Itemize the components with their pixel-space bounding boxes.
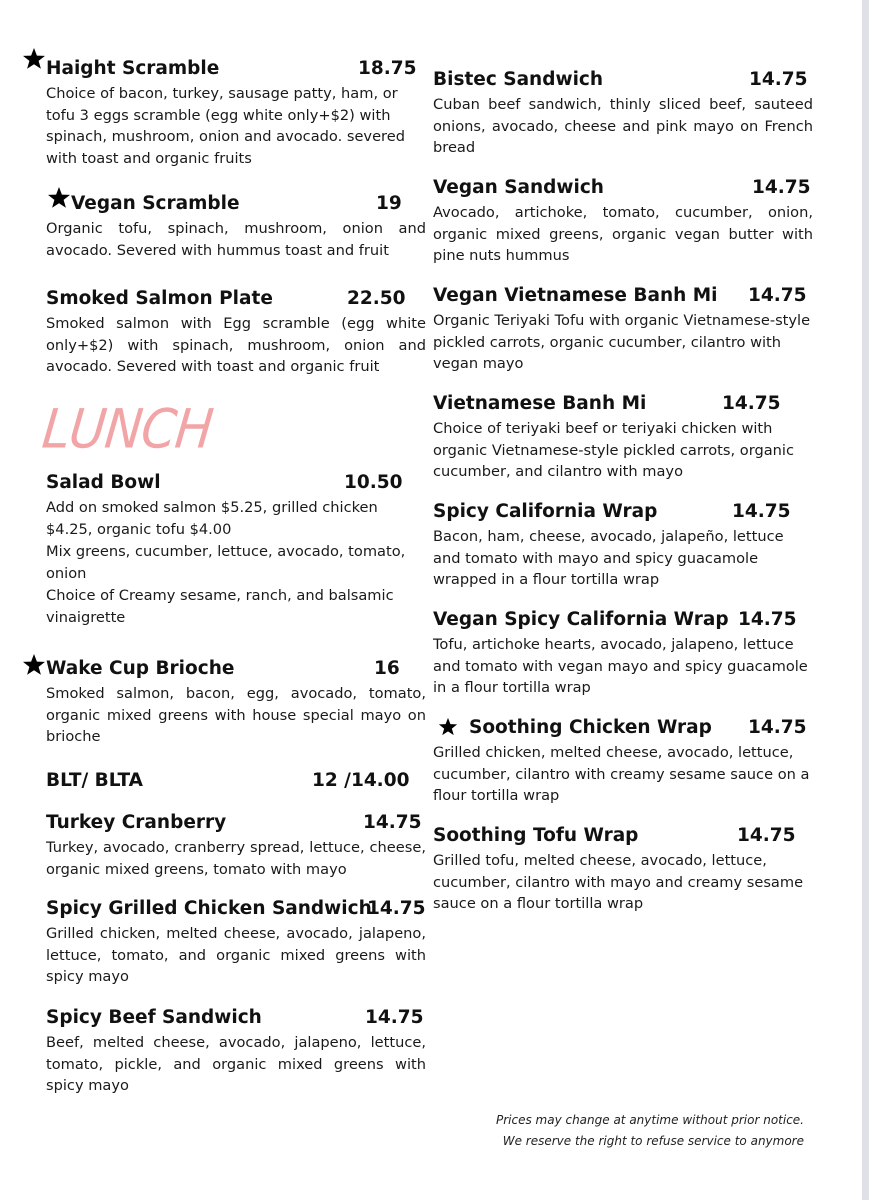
item-name: Spicy Grilled Chicken Sandwich bbox=[46, 898, 372, 919]
item-description: Choice of Creamy sesame, ranch, and balsamic vinaigrette bbox=[46, 587, 394, 626]
item-description: Bacon, ham, cheese, avocado, jalapeño, lettuce and tomato with mayo and spicy guacamole wrapped in a flour tortilla wrap bbox=[433, 528, 784, 588]
menu-item-vegan-spicy-california-wrap bbox=[433, 609, 813, 699]
menu-item-soothing-tofu-wrap bbox=[433, 825, 813, 915]
item-price: 14.75 bbox=[367, 898, 426, 919]
item-description: Choice of bacon, turkey, sausage patty, ham, or tofu 3 eggs scramble (egg white only+$2) with spinach, mushroom, onion and avocado. severed with toast and organic fruits bbox=[46, 85, 405, 167]
item-price: 14.75 bbox=[748, 717, 807, 738]
item-name: BLT/ BLTA bbox=[46, 770, 143, 791]
menu-item-spicy-california-wrap bbox=[433, 501, 813, 591]
notice-line-service: We reserve the right to refuse service to anymore bbox=[502, 1134, 804, 1148]
menu-item-wake-cup-brioche bbox=[46, 658, 426, 748]
item-price: 18.75 bbox=[358, 58, 417, 79]
item-name: Vegan Scramble bbox=[71, 193, 240, 214]
menu-item-bistec-sandwich bbox=[433, 69, 813, 159]
item-description: Beef, melted cheese, avocado, jalapeno, lettuce, tomato, pickle, and organic mixed greens with spicy mayo bbox=[46, 1034, 426, 1094]
menu-item-salad-bowl bbox=[46, 472, 426, 628]
item-price: 10.50 bbox=[344, 472, 403, 493]
item-description: Smoked salmon with Egg scramble (egg white only+$2) with spinach, mushroom, onion and avocado. Severed with toast and organic fruit bbox=[46, 315, 426, 375]
menu-item-smoked-salmon-plate bbox=[46, 288, 426, 378]
menu-item-vietnamese-banh-mi bbox=[433, 393, 813, 483]
item-price: 14.75 bbox=[738, 609, 797, 630]
menu-item-vegan-vietnamese-banh-mi bbox=[433, 285, 813, 375]
item-description: Mix greens, cucumber, lettuce, avocado, tomato, onion bbox=[46, 543, 406, 582]
item-name: Vietnamese Banh Mi bbox=[433, 393, 647, 414]
item-price: 14.75 bbox=[737, 825, 796, 846]
menu-item-blt bbox=[46, 770, 426, 794]
item-name: Soothing Chicken Wrap bbox=[469, 717, 712, 738]
item-price: 14.75 bbox=[365, 1007, 424, 1028]
item-price: 12 /14.00 bbox=[312, 770, 410, 791]
item-name: Vegan Spicy California Wrap bbox=[433, 609, 729, 630]
item-price: 19 bbox=[376, 193, 402, 214]
item-price: 14.75 bbox=[722, 393, 781, 414]
menu-item-spicy-grilled-chicken-sandwich bbox=[46, 898, 426, 988]
menu-item-vegan-scramble bbox=[46, 193, 426, 261]
menu-item-soothing-chicken-wrap bbox=[433, 717, 813, 807]
item-description: Turkey, avocado, cranberry spread, lettuce, cheese, organic mixed greens, tomato with mayo bbox=[46, 839, 426, 878]
item-name: Spicy California Wrap bbox=[433, 501, 658, 522]
item-description: Choice of teriyaki beef or teriyaki chicken with organic Vietnamese-style pickled carrots, organic cucumber, and cilantro with mayo bbox=[433, 420, 794, 480]
menu-item-vegan-sandwich bbox=[433, 177, 813, 267]
item-name: Vegan Sandwich bbox=[433, 177, 604, 198]
page-edge bbox=[862, 0, 869, 1200]
item-description: Organic tofu, spinach, mushroom, onion and avocado. Severed with hummus toast and fruit bbox=[46, 220, 426, 259]
item-description: Smoked salmon, bacon, egg, avocado, tomato, organic mixed greens with house special mayo on brioche bbox=[46, 685, 426, 745]
item-description: Grilled chicken, melted cheese, avocado, lettuce, cucumber, cilantro with creamy sesame sauce on a flour tortilla wrap bbox=[433, 744, 810, 804]
item-price: 14.75 bbox=[752, 177, 811, 198]
item-name: Spicy Beef Sandwich bbox=[46, 1007, 262, 1028]
item-price: 22.50 bbox=[347, 288, 406, 309]
item-price: 14.75 bbox=[732, 501, 791, 522]
item-name: Vegan Vietnamese Banh Mi bbox=[433, 285, 718, 306]
item-description: Avocado, artichoke, tomato, cucumber, onion, organic mixed greens, organic vegan butter with pine nuts hummus bbox=[433, 204, 813, 264]
item-description: Add on smoked salmon $5.25, grilled chicken $4.25, organic tofu $4.00 bbox=[46, 499, 378, 538]
item-name: Turkey Cranberry bbox=[46, 812, 227, 833]
item-name: Salad Bowl bbox=[46, 472, 161, 493]
featured-star-icon bbox=[22, 47, 44, 69]
item-description: Grilled tofu, melted cheese, avocado, lettuce, cucumber, cilantro with mayo and creamy sesame sauce on a flour tortilla wrap bbox=[433, 852, 804, 912]
item-name: Soothing Tofu Wrap bbox=[433, 825, 639, 846]
item-price: 14.75 bbox=[363, 812, 422, 833]
item-description: Organic Teriyaki Tofu with organic Vietnamese-style pickled carrots, organic cucumber, cilantro with vegan mayo bbox=[433, 312, 811, 372]
item-name: Smoked Salmon Plate bbox=[46, 288, 273, 309]
item-name: Bistec Sandwich bbox=[433, 69, 604, 90]
item-name: Haight Scramble bbox=[46, 58, 220, 79]
item-price: 14.75 bbox=[748, 285, 807, 306]
menu-item-haight-scramble bbox=[46, 58, 426, 169]
section-heading-lunch: LUNCH bbox=[39, 398, 216, 461]
menu-item-spicy-beef-sandwich bbox=[46, 1007, 426, 1097]
item-description: Tofu, artichoke hearts, avocado, jalapeno, lettuce and tomato with vegan mayo and spicy guacamole in a flour tortilla wrap bbox=[433, 636, 808, 696]
item-price: 14.75 bbox=[749, 69, 808, 90]
item-description: Grilled chicken, melted cheese, avocado, jalapeno, lettuce, tomato, and organic mixed greens with spicy mayo bbox=[46, 925, 426, 985]
notice-line-prices: Prices may change at anytime without prior notice. bbox=[495, 1113, 804, 1127]
price-notice bbox=[496, 1110, 804, 1152]
item-price: 16 bbox=[374, 658, 400, 679]
item-name: Wake Cup Brioche bbox=[46, 658, 235, 679]
item-description: Cuban beef sandwich, thinly sliced beef, sauteed onions, avocado, cheese and pink mayo on French bread bbox=[433, 96, 813, 156]
menu-item-turkey-cranberry bbox=[46, 812, 426, 880]
featured-star-icon bbox=[22, 653, 44, 675]
